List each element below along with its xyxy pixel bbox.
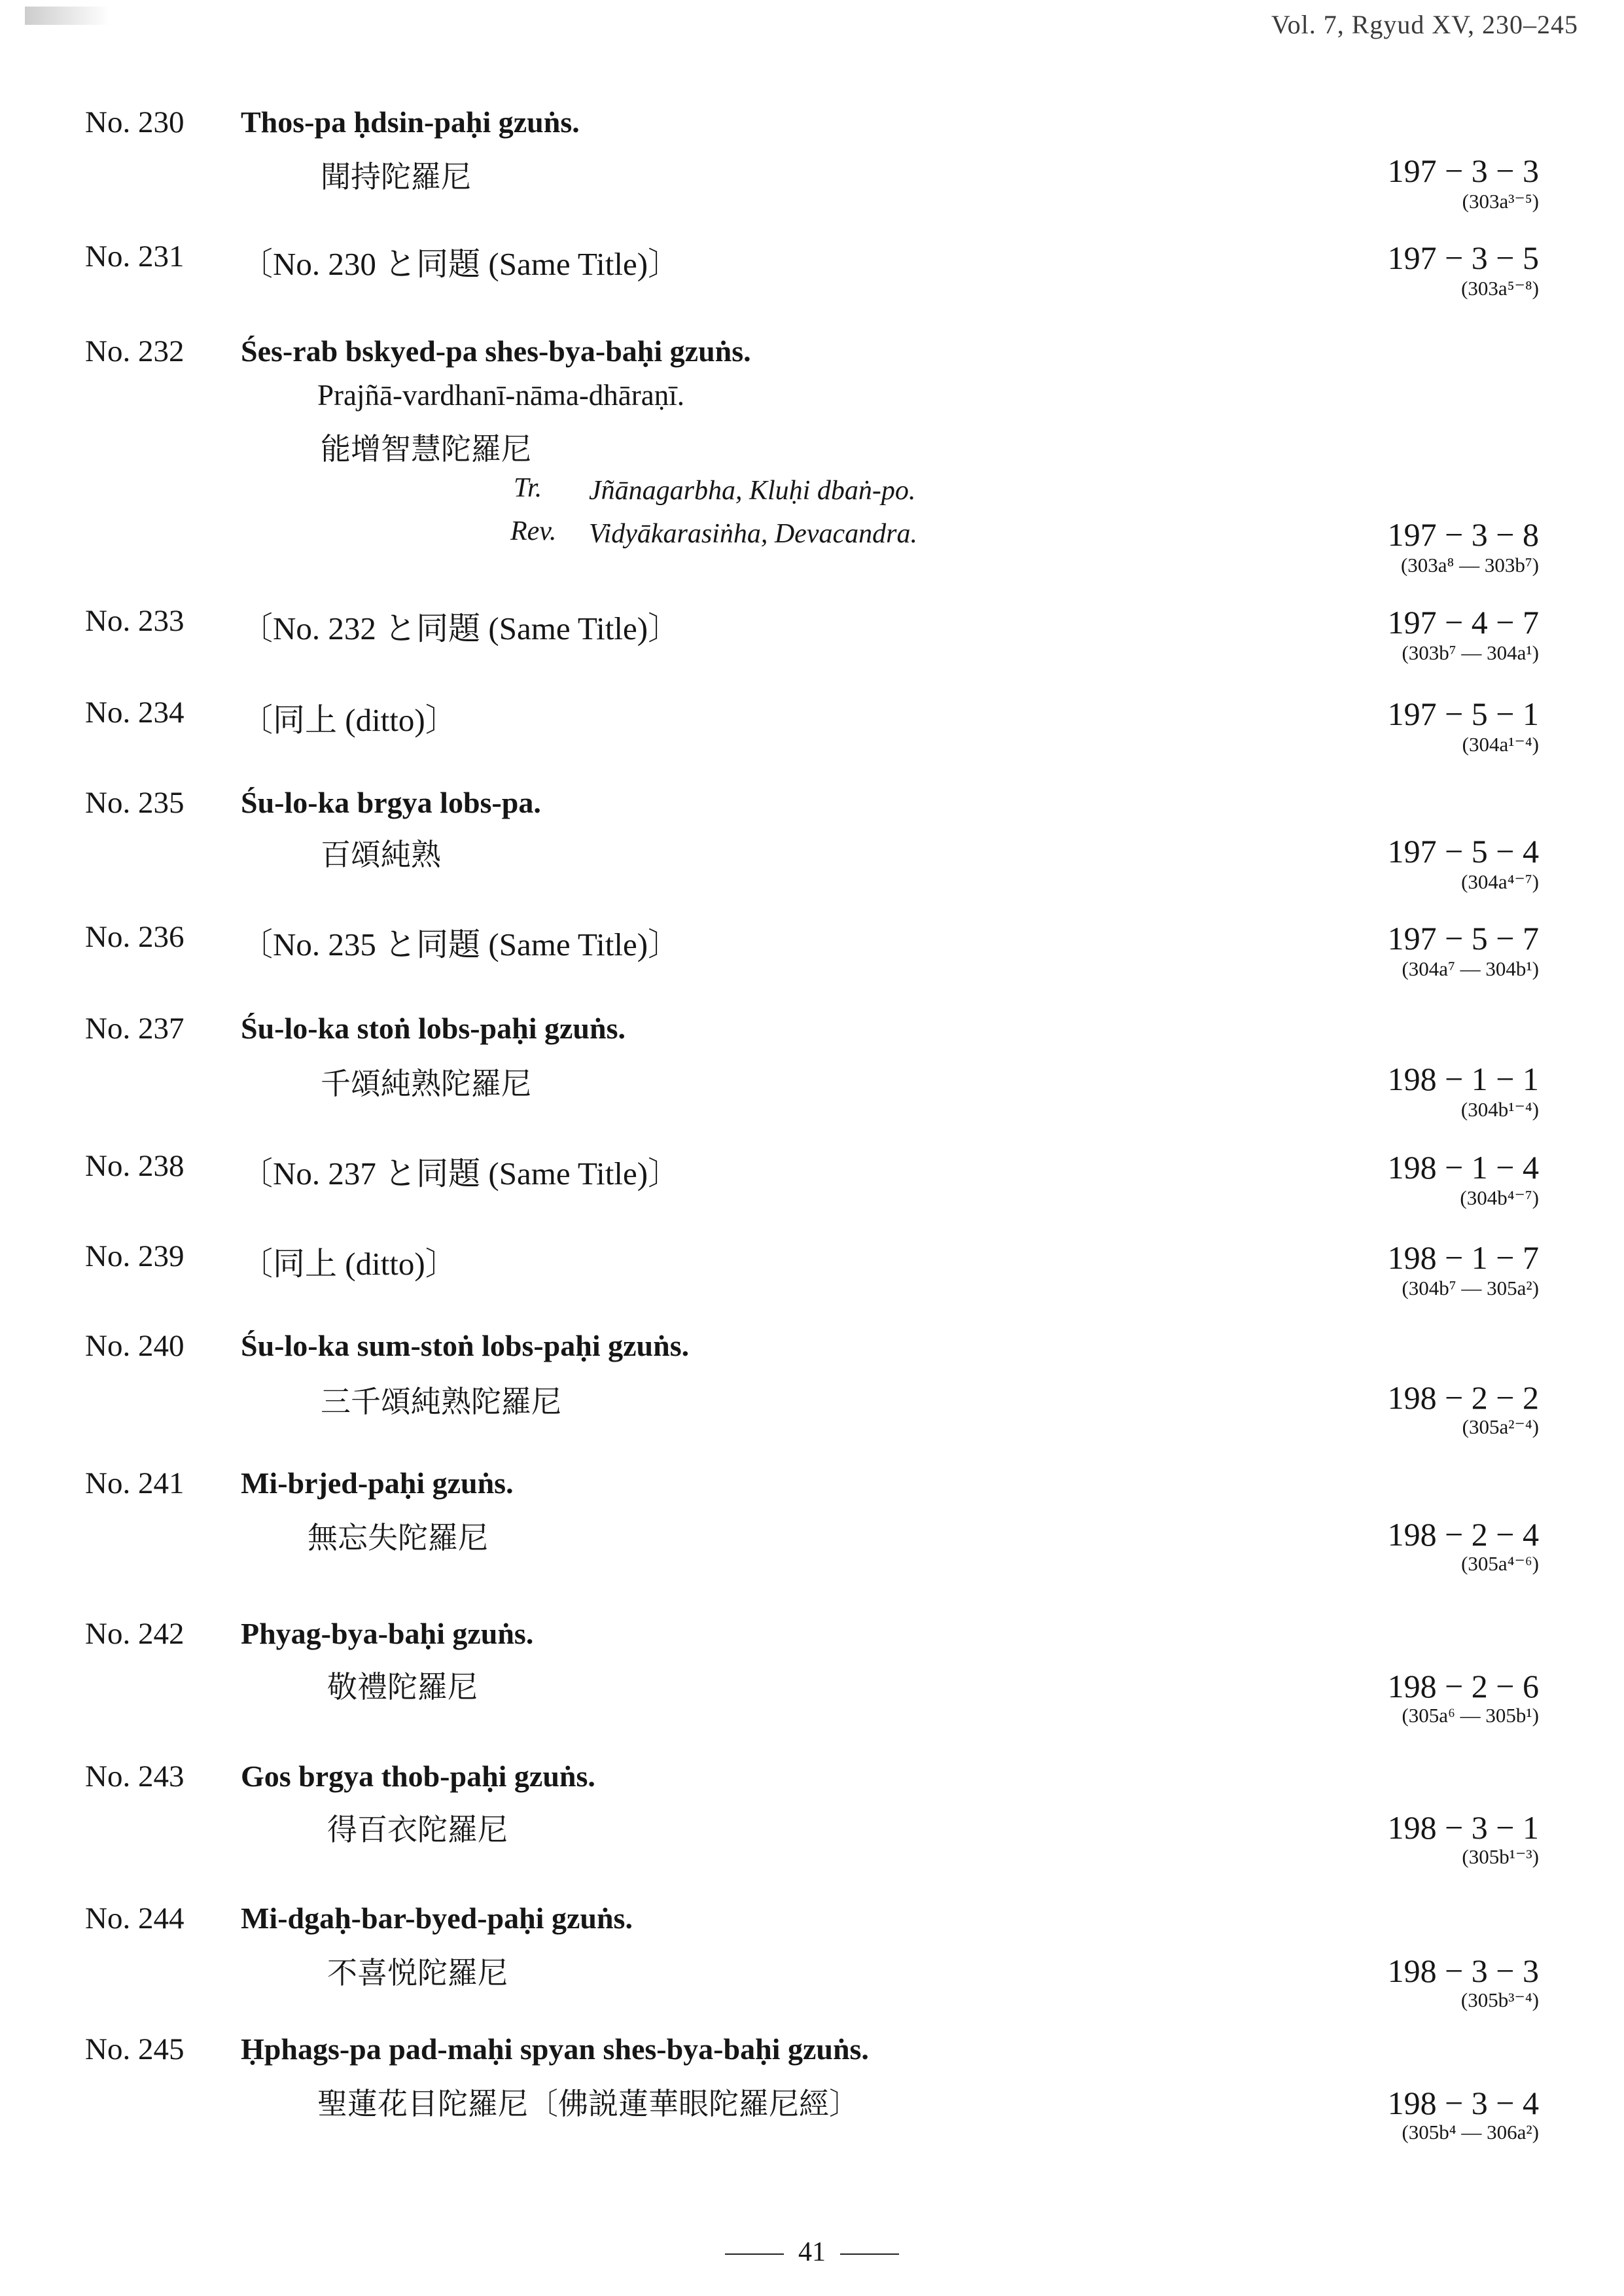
entry-ref: 198 − 3 − 1 — [1387, 1809, 1539, 1846]
entry-number: No. 239 — [85, 1239, 185, 1273]
entry-number: No. 240 — [85, 1329, 185, 1363]
entry-title: 〔No. 237 と同題 (Same Title)〕 — [241, 1156, 680, 1192]
entry-title: Thos-pa ḥdsin-paḥi gzuṅs. — [241, 105, 580, 139]
entry-number: No. 245 — [85, 2032, 185, 2066]
entry-number: No. 241 — [85, 1466, 185, 1500]
entry-chinese-title: 得百衣陀羅尼 — [327, 1812, 508, 1847]
entry-number: No. 236 — [85, 920, 185, 954]
entry-number: No. 235 — [85, 786, 185, 820]
entry-title: 〔同上 (ditto)〕 — [241, 702, 457, 738]
translator-label: Tr. — [514, 473, 542, 503]
entry-title: Ḥphags-pa pad-maḥi spyan shes-bya-baḥi gzuṅs. — [241, 2032, 869, 2066]
entry-ref: 198 − 2 − 2 — [1387, 1379, 1539, 1416]
entry-ref-folio: (303b⁷ — 304a¹) — [1402, 641, 1539, 664]
entry-ref: 198 − 2 − 6 — [1387, 1668, 1539, 1704]
entry-ref: 197 − 5 − 1 — [1387, 696, 1539, 732]
entry-number: No. 233 — [85, 604, 185, 638]
entry-title: 〔同上 (ditto)〕 — [241, 1246, 457, 1282]
translator-names: Jñānagarbha, Kluḥi dbaṅ-po. — [589, 476, 916, 506]
entry-title: Śu-lo-ka brgya lobs-pa. — [241, 786, 541, 819]
entry-ref-folio: (304b⁷ — 305a²) — [1402, 1277, 1539, 1299]
entry-number: No. 238 — [85, 1149, 185, 1183]
entry-chinese-title: 不喜悦陀羅尼 — [327, 1955, 508, 1990]
entry-number: No. 232 — [85, 334, 185, 368]
entry-number: No. 237 — [85, 1012, 185, 1046]
entry-title: Śu-lo-ka stoṅ lobs-paḥi gzuṅs. — [241, 1012, 626, 1045]
entry-ref-folio: (304b⁴⁻⁷) — [1460, 1186, 1539, 1209]
entry-ref-folio: (303a⁵⁻⁸) — [1461, 277, 1539, 300]
entry-chinese-title: 敬禮陀羅尼 — [327, 1669, 478, 1704]
entry-ref: 197 − 3 − 5 — [1387, 239, 1539, 276]
footer-dash-left — [725, 2253, 784, 2255]
entry-ref: 198 − 2 − 4 — [1387, 1516, 1539, 1553]
scan-smudge — [25, 7, 110, 25]
entry-ref: 197 − 5 − 4 — [1387, 833, 1539, 870]
entry-ref: 197 − 5 − 7 — [1387, 920, 1539, 957]
entry-ref: 197 − 3 − 3 — [1387, 152, 1539, 189]
entry-number: No. 243 — [85, 1759, 185, 1793]
footer-dash-right — [840, 2253, 899, 2255]
entry-ref: 198 − 1 − 7 — [1387, 1239, 1539, 1276]
entry-chinese-title: 千頌純熟陀羅尼 — [321, 1066, 531, 1101]
entry-ref-folio: (305a⁶ — 305b¹) — [1402, 1704, 1539, 1727]
entry-chinese-title: 聞持陀羅尼 — [321, 159, 471, 194]
reviser-names: Vidyākarasiṅha, Devacandra. — [589, 519, 917, 549]
entry-ref-folio: (305a²⁻⁴) — [1462, 1415, 1539, 1438]
entry-title: 〔No. 230 と同題 (Same Title)〕 — [241, 246, 680, 282]
entry-chinese-title: 聖蓮花目陀羅尼〔佛説蓮華眼陀羅尼經〕 — [317, 2086, 859, 2121]
entry-chinese-title: 無忘失陀羅尼 — [308, 1520, 488, 1555]
entry-title: Mi-brjed-paḥi gzuṅs. — [241, 1466, 514, 1500]
entry-number: No. 230 — [85, 105, 185, 139]
entry-ref: 198 − 3 − 3 — [1387, 1952, 1539, 1989]
entry-title: Gos brgya thob-paḥi gzuṅs. — [241, 1759, 595, 1793]
reviser-label: Rev. — [510, 516, 557, 546]
entry-title: 〔No. 235 と同題 (Same Title)〕 — [241, 927, 680, 963]
entry-title: Mi-dgaḥ-bar-byed-paḥi gzuṅs. — [241, 1901, 633, 1935]
entry-title: Phyag-bya-baḥi gzuṅs. — [241, 1617, 534, 1650]
entry-ref-folio: (303a³⁻⁵) — [1462, 190, 1539, 213]
entry-title: 〔No. 232 と同題 (Same Title)〕 — [241, 610, 680, 646]
entry-ref-folio: (305a⁴⁻⁶) — [1461, 1552, 1539, 1575]
entry-chinese-title: 百頌純熟 — [321, 837, 441, 872]
entry-ref-folio: (304a⁴⁻⁷) — [1461, 870, 1539, 893]
entry-number: No. 234 — [85, 696, 185, 730]
entry-ref: 198 − 1 − 1 — [1387, 1061, 1539, 1097]
entry-ref-folio: (305b⁴ — 306a²) — [1402, 2121, 1539, 2144]
entry-ref-folio: (305b¹⁻³) — [1462, 1845, 1539, 1868]
entry-chinese-title: 能增智慧陀羅尼 — [321, 431, 531, 467]
entry-ref-folio: (304a⁷ — 304b¹) — [1402, 957, 1539, 980]
entry-number: No. 242 — [85, 1617, 185, 1651]
entry-chinese-title: 三千頌純熟陀羅尼 — [321, 1384, 561, 1419]
entry-number: No. 231 — [85, 239, 185, 274]
entry-title: Śes-rab bskyed-pa shes-bya-baḥi gzuṅs. — [241, 334, 751, 368]
entry-ref-folio: (304b¹⁻⁴) — [1460, 1098, 1539, 1121]
entry-number: No. 244 — [85, 1901, 185, 1935]
entry-ref: 197 − 3 − 8 — [1387, 516, 1539, 553]
entry-ref-folio: (304a¹⁻⁴) — [1462, 733, 1539, 756]
entry-ref-folio: (305b³⁻⁴) — [1460, 1988, 1539, 2011]
entry-ref: 198 − 3 − 4 — [1387, 2085, 1539, 2121]
entry-sanskrit-title: Prajñā-vardhanī-nāma-dhāraṇī. — [317, 379, 684, 412]
entry-ref: 198 − 1 − 4 — [1387, 1149, 1539, 1186]
page-number-text: 41 — [798, 2237, 826, 2267]
entry-ref: 197 − 4 − 7 — [1387, 604, 1539, 641]
page-number — [0, 2236, 1624, 2268]
running-header: Vol. 7, Rgyud XV, 230–245 — [1271, 10, 1578, 39]
entry-ref-folio: (303a⁸ — 303b⁷) — [1400, 554, 1539, 576]
entry-title: Śu-lo-ka sum-stoṅ lobs-paḥi gzuṅs. — [241, 1329, 690, 1362]
